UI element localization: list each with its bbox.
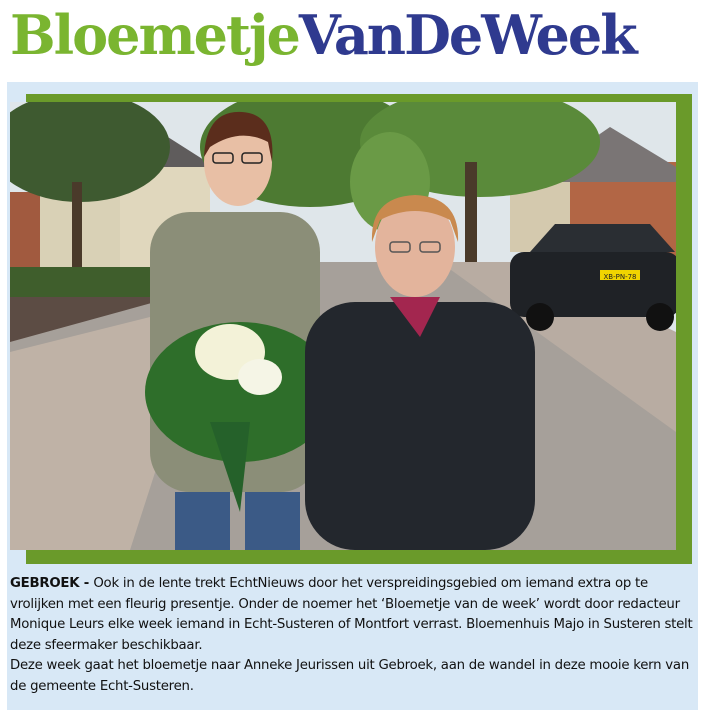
caption-body: Ook in de lente trekt EchtNieuws door het verspreidingsgebied om iemand extra op te vrolijken met een fleurig presentje. Onder de noemer het ‘Bloemetje van de week’ wordt door redacteur Monique Leurs elke week iemand in Echt-Susteren of Montfort verrast. Bloemenhuis Majo in Susteren stelt deze sfeermaker beschikbaar. [10, 576, 693, 653]
article-photo [10, 102, 676, 550]
caption-paragraph-1 [10, 574, 698, 656]
masthead-title [0, 0, 703, 80]
article-caption [10, 574, 698, 697]
masthead-word-vandeweek: VanDeWeek [298, 3, 636, 67]
masthead-word-bloemetje: Bloemetje [10, 3, 299, 67]
caption-paragraph-2: Deze week gaat het bloemetje naar Anneke Jeurissen uit Gebroek, aan de wandel in deze mooie kern van de gemeente Echt-Susteren. [10, 658, 690, 694]
caption-lead: GEBROEK - [10, 576, 94, 591]
license-plate: XB-PN-78 [603, 273, 637, 281]
